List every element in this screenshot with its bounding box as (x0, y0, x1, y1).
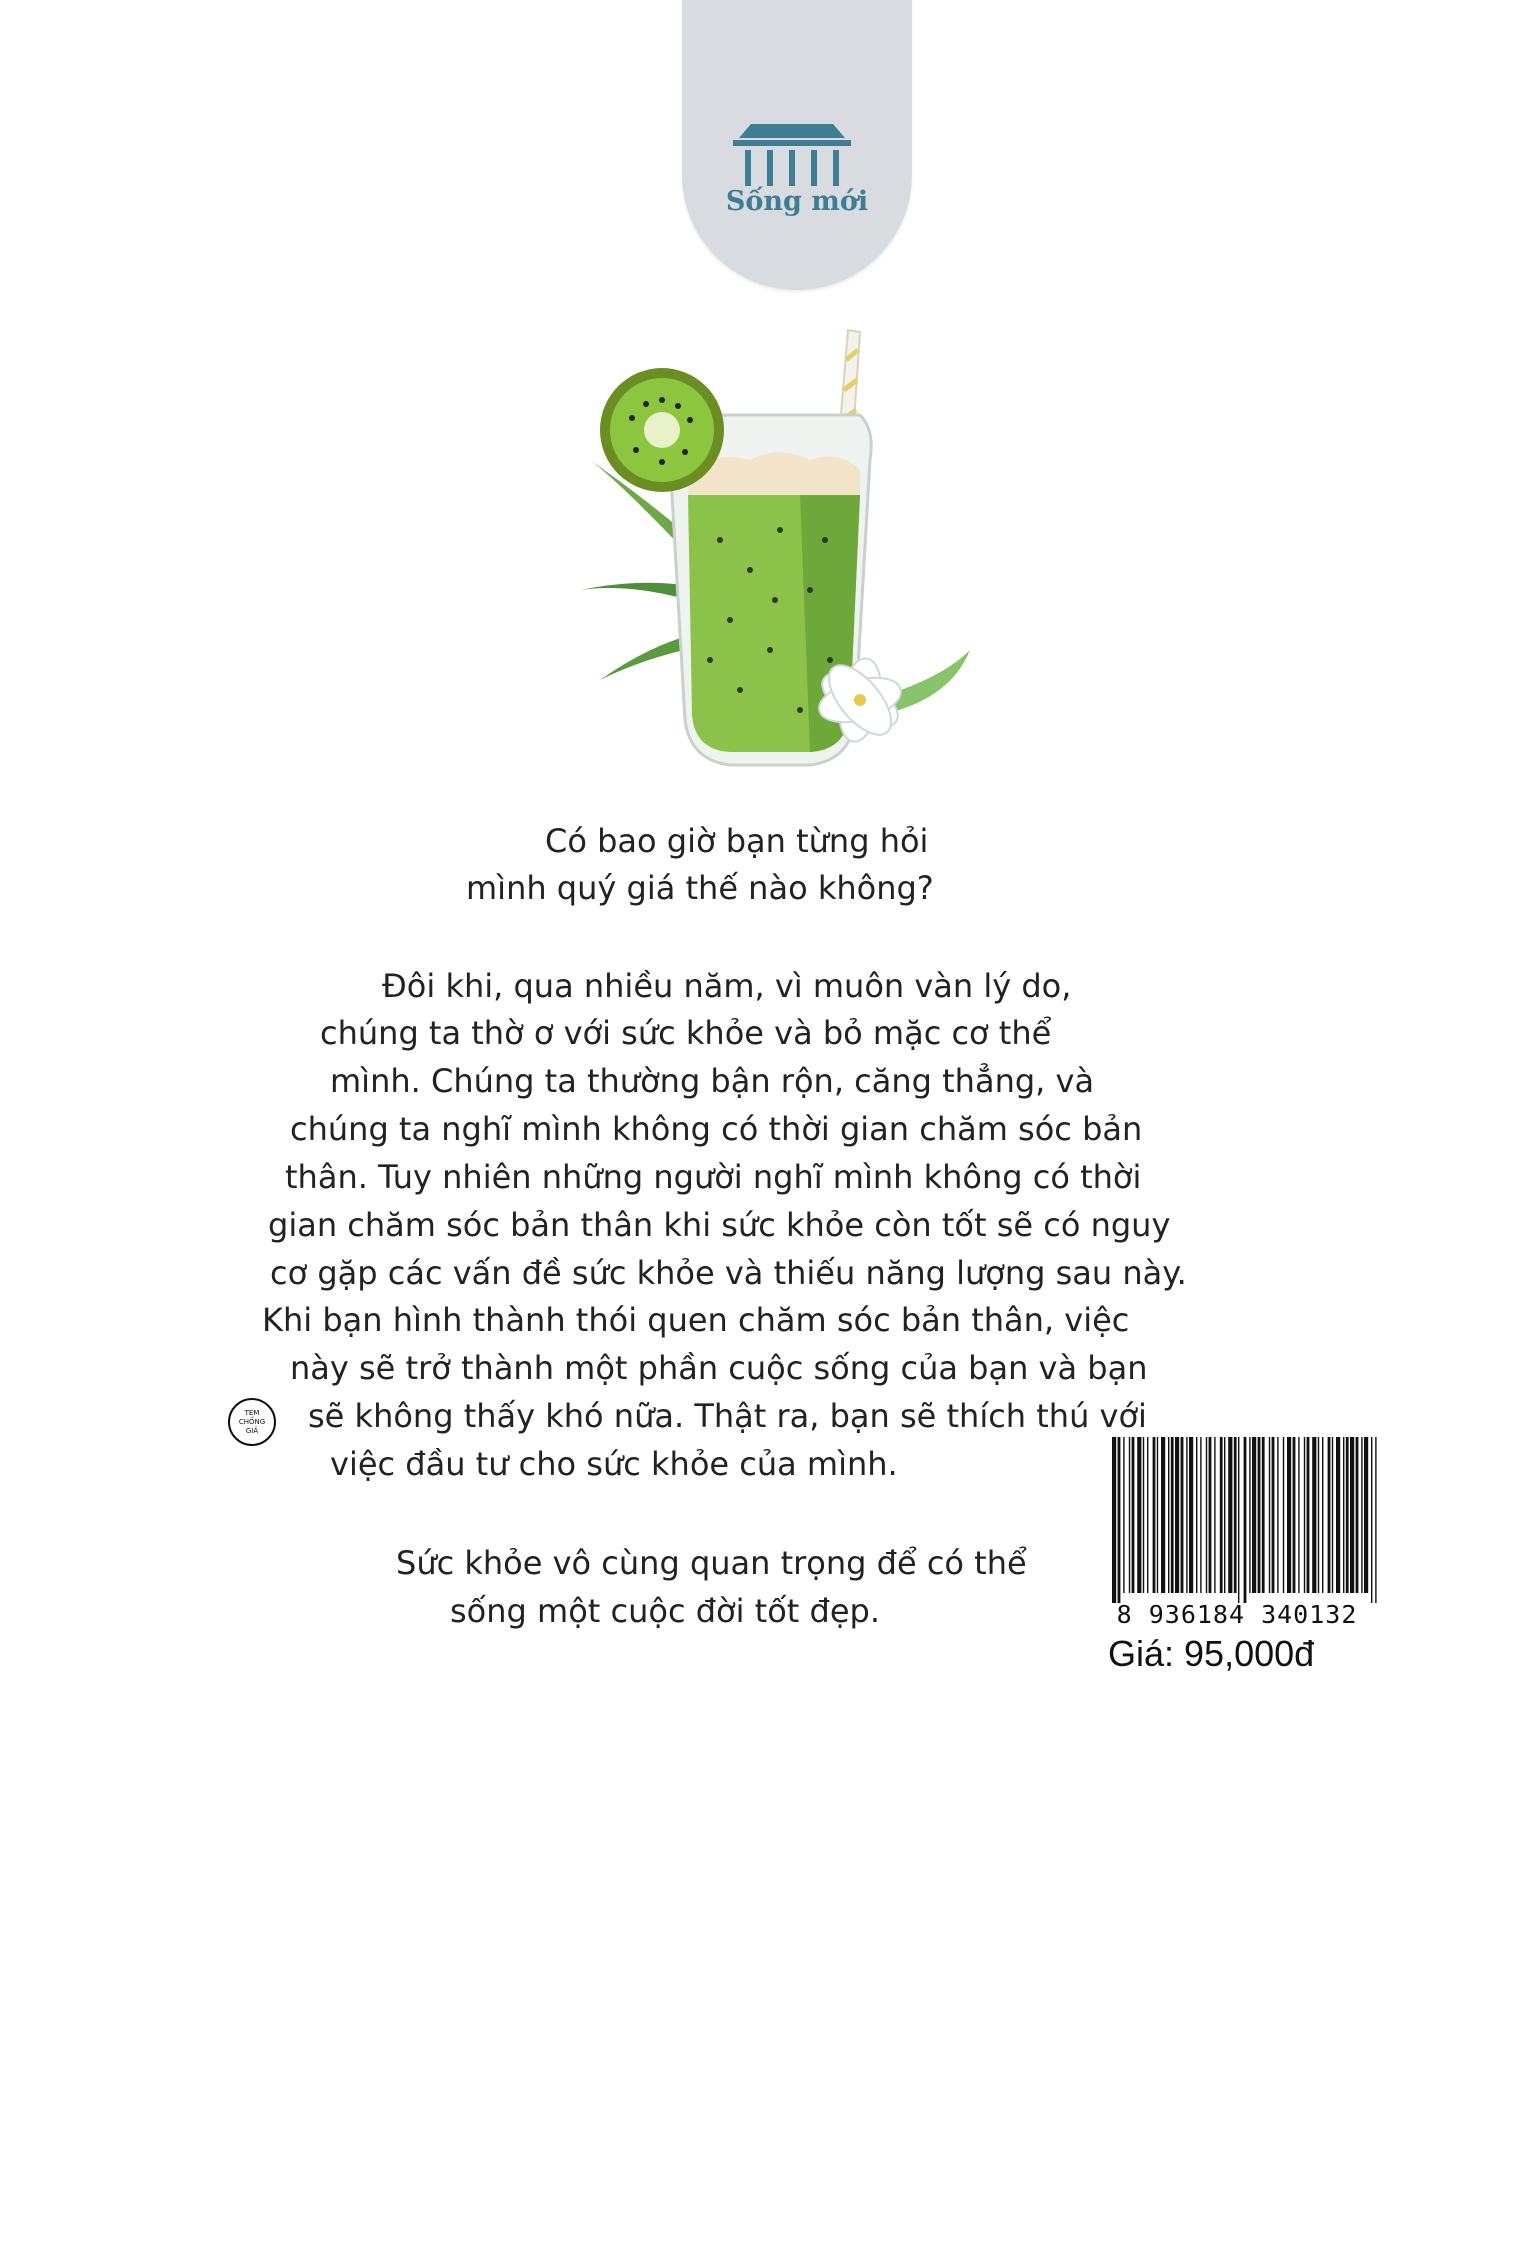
barcode-bar (1118, 1437, 1121, 1603)
barcode-bar (1364, 1437, 1368, 1593)
barcode-bar (1272, 1437, 1275, 1593)
publisher-name: Sống mới (725, 186, 869, 217)
barcode-bar (1143, 1437, 1144, 1593)
anti-counterfeit-stamp (228, 1398, 276, 1446)
body-line: Đôi khi, qua nhiều năm, vì muôn vàn lý do, (382, 967, 1072, 1005)
barcode-bar (1214, 1437, 1215, 1593)
barcode-bar (1375, 1437, 1376, 1603)
barcode-bar (1171, 1437, 1174, 1593)
barcode-bar (1175, 1437, 1179, 1593)
barcode-bar (1298, 1437, 1299, 1593)
body-line: mình. Chúng ta thường bận rộn, căng thẳng, và (330, 1062, 1095, 1100)
body-line: việc đầu tư cho sức khỏe của mình. (330, 1445, 898, 1483)
barcode-bar (1209, 1437, 1212, 1593)
isbn-number: 8 936184 340132 (1116, 1600, 1358, 1629)
body-line: Khi bạn hình thành thói quen chăm sóc bản thân, việc (262, 1301, 1130, 1339)
barcode-bar (1332, 1437, 1333, 1593)
barcode-bar (1249, 1437, 1250, 1593)
stamp-line: GIẢ (245, 1427, 259, 1435)
barcode-bar (1220, 1437, 1223, 1593)
stamp-line: TEM (244, 1409, 260, 1417)
body-line: này sẽ trở thành một phần cuộc sống của bạn và bạn (290, 1349, 1148, 1387)
opening-question-line-1: Có bao giờ bạn từng hỏi (545, 822, 929, 860)
stamp-line: CHỐNG (238, 1418, 266, 1426)
barcode-bar (1304, 1437, 1305, 1593)
body-line: cơ gặp các vấn đề sức khỏe và thiếu năng lượng sau này. (270, 1254, 1187, 1292)
closing-line-1: Sức khỏe vô cùng quan trọng để có thể (396, 1544, 1027, 1582)
barcode-bar (1350, 1437, 1354, 1593)
body-line: chúng ta thờ ơ với sức khỏe và bỏ mặc cơ thể (320, 1014, 1052, 1052)
barcode-bar (1157, 1437, 1158, 1593)
barcode-bar (1147, 1437, 1148, 1593)
barcode-bar (1186, 1437, 1187, 1593)
opening-question-line-2: mình quý giá thế nào không? (466, 869, 934, 907)
barcode-bar (1343, 1437, 1344, 1593)
barcode-bar (1206, 1437, 1207, 1593)
barcode-bar (1238, 1437, 1239, 1603)
barcode-bar (1287, 1437, 1291, 1593)
body-line: thân. Tuy nhiên những người nghĩ mình không có thời (285, 1158, 1142, 1196)
barcode-bar (1252, 1437, 1256, 1593)
barcode-bar (1224, 1437, 1225, 1593)
barcode-bar (1196, 1437, 1197, 1593)
barcode (1112, 1437, 1378, 1603)
barcode-bar (1307, 1437, 1310, 1593)
barcode-bar (1262, 1437, 1265, 1593)
barcode-bar (1258, 1437, 1261, 1593)
barcode-bar (1112, 1437, 1116, 1603)
barcode-bar (1269, 1437, 1270, 1593)
barcode-bar (1200, 1437, 1201, 1593)
barcode-bar (1293, 1437, 1296, 1593)
barcode-bar (1168, 1437, 1169, 1593)
barcode-bar (1371, 1437, 1372, 1603)
kiwi-smoothie-illustration (570, 320, 990, 780)
barcode-bar (1161, 1437, 1165, 1593)
barcode-bar (1132, 1437, 1135, 1593)
barcode-bar (1189, 1437, 1193, 1593)
barcode-bar (1318, 1437, 1319, 1593)
barcode-bar (1137, 1437, 1141, 1593)
house-logo-icon (731, 110, 853, 190)
barcode-bar (1328, 1437, 1331, 1593)
body-line: chúng ta nghĩ mình không có thời gian chăm sóc bản (290, 1110, 1143, 1148)
barcode-bar (1123, 1437, 1124, 1593)
barcode-bar (1336, 1437, 1340, 1593)
barcode-bar (1129, 1437, 1130, 1593)
price-label: Giá: 95,000đ (1108, 1633, 1315, 1674)
barcode-bar (1228, 1437, 1232, 1593)
barcode-bar (1244, 1437, 1247, 1603)
barcode-bar (1312, 1437, 1316, 1593)
barcode-bar (1346, 1437, 1349, 1593)
barcode-bar (1361, 1437, 1362, 1593)
barcode-bar (1181, 1437, 1184, 1593)
body-line: gian chăm sóc bản thân khi sức khỏe còn tốt sẽ có nguy (268, 1206, 1171, 1244)
barcode-bar (1356, 1437, 1359, 1593)
barcode-bar (1153, 1437, 1156, 1593)
barcode-bar (1322, 1437, 1323, 1593)
barcode-bar (1283, 1437, 1284, 1593)
closing-line-2: sống một cuộc đời tốt đẹp. (450, 1592, 880, 1630)
body-line: sẽ không thấy khó nữa. Thật ra, bạn sẽ thích thú với (308, 1397, 1147, 1435)
barcode-bar (1277, 1437, 1278, 1593)
barcode-bar (1234, 1437, 1237, 1593)
